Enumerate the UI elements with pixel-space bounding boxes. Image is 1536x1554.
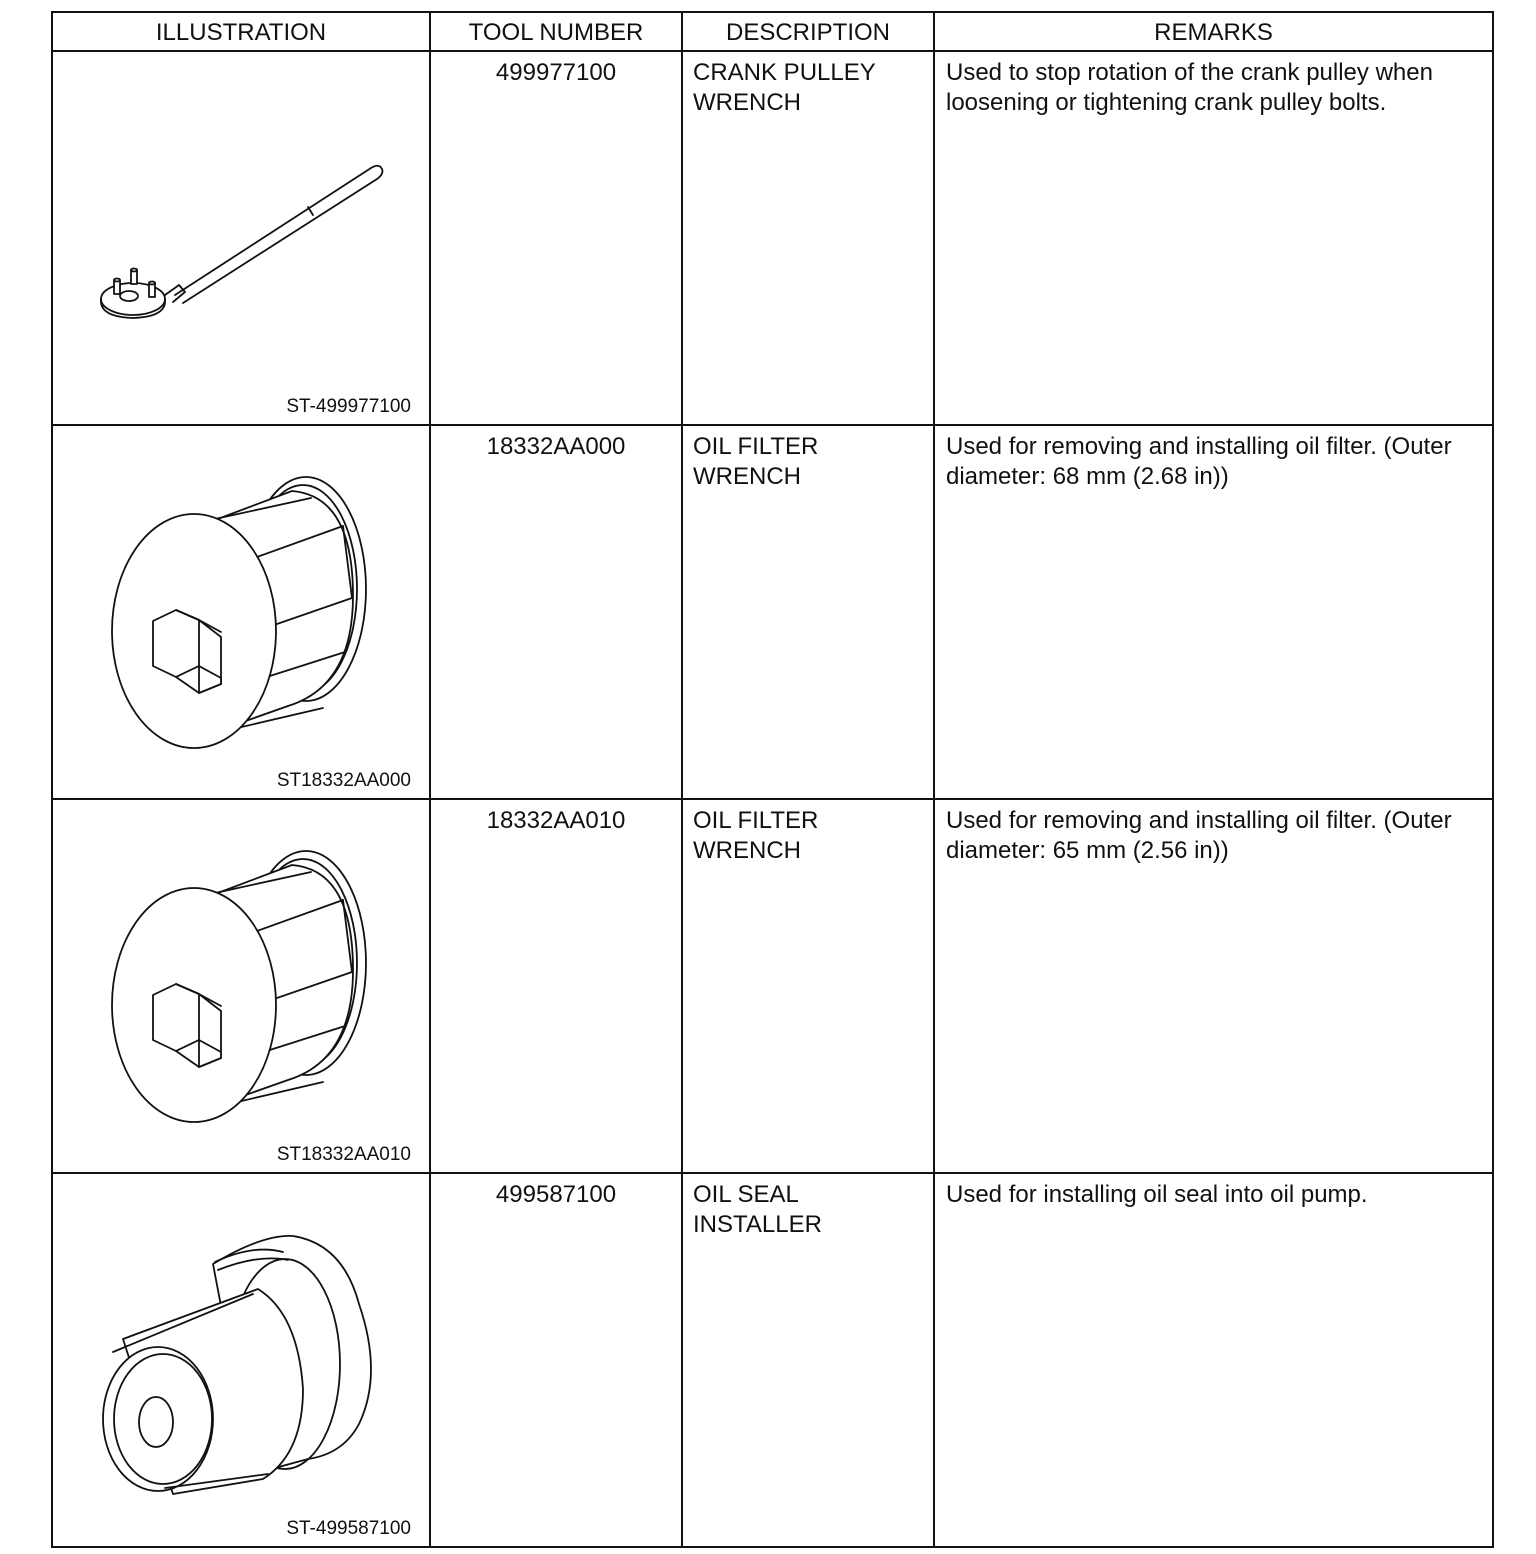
description-cell — [682, 799, 934, 1173]
description-line: CRANK PULLEY — [693, 59, 876, 86]
table-row — [52, 425, 1493, 799]
description-cell — [682, 1173, 934, 1547]
illustration-cell — [52, 1173, 430, 1547]
illustration-code: ST-499977100 — [286, 396, 411, 417]
table-row — [52, 51, 1493, 425]
table-row — [52, 799, 1493, 1173]
description-line: OIL SEAL — [693, 1181, 799, 1208]
illustration-code: ST18332AA010 — [276, 1144, 411, 1165]
header-remarks: REMARKS — [934, 12, 1493, 51]
remarks-cell: Used for removing and installing oil filter. (Outer diameter: 65 mm (2.56 in)) — [934, 799, 1493, 1173]
illustration-cell — [52, 425, 430, 799]
description-line: WRENCH — [693, 463, 801, 490]
header-description: DESCRIPTION — [682, 12, 934, 51]
description-line: INSTALLER — [693, 1211, 822, 1238]
description-line: OIL FILTER — [693, 433, 819, 460]
illustration-cell — [52, 799, 430, 1173]
tool-number-cell: 499587100 — [430, 1173, 682, 1547]
oil-filter-wrench-icon — [53, 426, 430, 792]
description-line: WRENCH — [693, 837, 801, 864]
tool-number-cell: 18332AA000 — [430, 425, 682, 799]
crank-pulley-wrench-icon — [53, 52, 430, 418]
header-illustration: ILLUSTRATION — [52, 12, 430, 51]
table-header-row — [52, 12, 1493, 51]
remarks-cell: Used for installing oil seal into oil pump. — [934, 1173, 1493, 1547]
remarks-cell: Used for removing and installing oil filter. (Outer diameter: 68 mm (2.68 in)) — [934, 425, 1493, 799]
description-line: OIL FILTER — [693, 807, 819, 834]
illustration-cell — [52, 51, 430, 425]
special-tools-table — [51, 11, 1494, 1548]
header-tool-number: TOOL NUMBER — [430, 12, 682, 51]
oil-filter-wrench-icon — [53, 800, 430, 1166]
tool-number-cell: 18332AA010 — [430, 799, 682, 1173]
table-row — [52, 1173, 1493, 1547]
oil-seal-installer-icon — [53, 1174, 430, 1540]
illustration-code: ST18332AA000 — [276, 770, 411, 791]
tool-number-cell: 499977100 — [430, 51, 682, 425]
description-line: WRENCH — [693, 89, 801, 116]
description-cell — [682, 51, 934, 425]
description-cell — [682, 425, 934, 799]
remarks-cell: Used to stop rotation of the crank pulley when loosening or tightening crank pulley bolts. — [934, 51, 1493, 425]
illustration-code: ST-499587100 — [286, 1518, 411, 1539]
